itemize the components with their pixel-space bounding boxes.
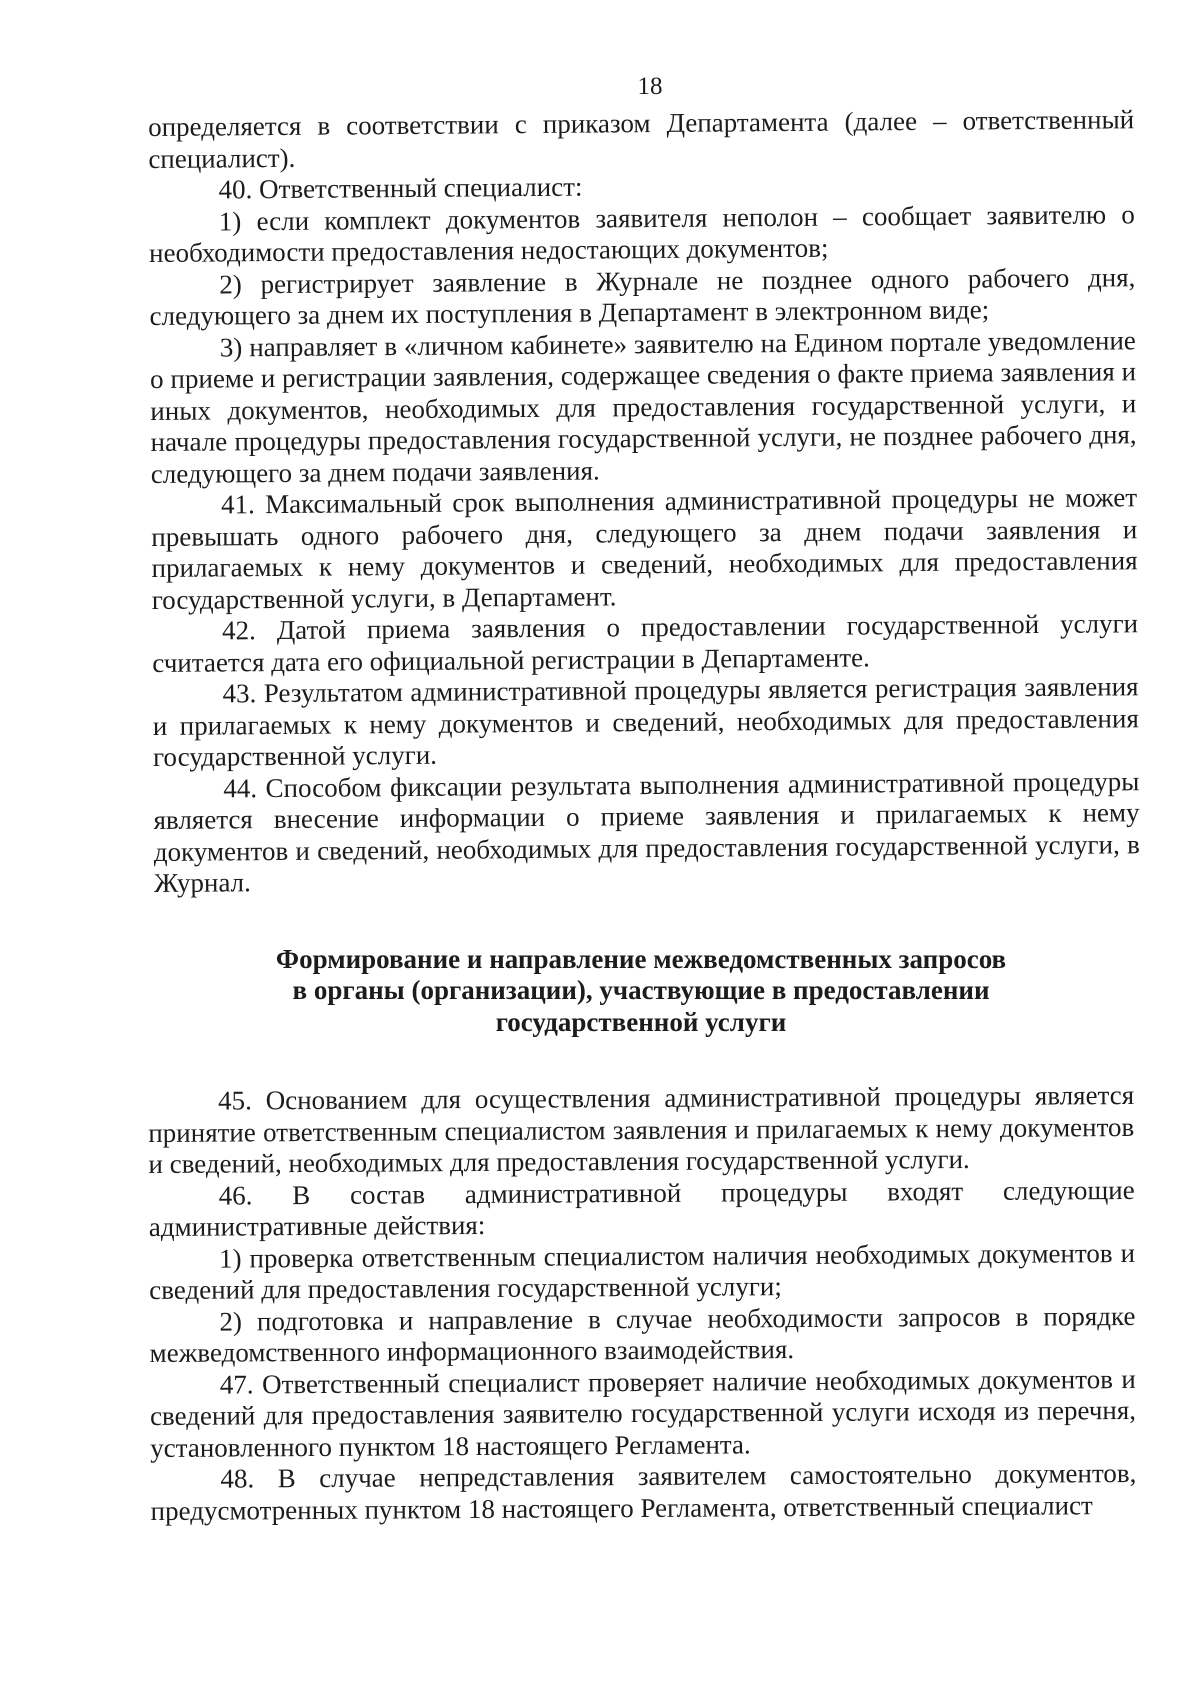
paragraph-42: 42. Датой приема заявления о предоставлении государственной услуги считается дата его официальной регистрации в Департаменте. [152,608,1139,678]
paragraph-46: 46. В состав административной процедуры входят следующие административные действия: [148,1174,1135,1242]
paragraph-40-item-3: 3) направляет в «личном кабинете» заявителю на Едином портале уведомление о приеме и регистрации заявления, содержащее сведения о факте приема заявления и иных документов, необходимых для предоставления государственной услуги, и начале процедуры предоставления государственной услуги, не позднее рабочего дня, следующего за днем подачи заявления. [149,324,1137,489]
paragraph-40-item-2: 2) регистрирует заявление в Журнале не позднее одного рабочего дня, следующего за днем их поступления в Департамент в электронном виде; [149,261,1136,331]
paragraph-44: 44. Способом фиксации результата выполнения административной процедуры является внесение информации о приеме заявления и прилагаемых к нему документов и сведений, необходимых для предоставления государственной услуги, в Журнал. [153,765,1140,898]
paragraph-43: 43. Результатом административной процедуры является регистрация заявления и прилагаемых к нему документов и сведений, необходимых для предоставления государственной услуги. [152,671,1139,772]
heading-line-1: Формирование и направление межведомственных запросов [275,943,1007,974]
heading-line-2: в органы (организации), участвующие в предоставлении [292,975,990,1005]
paragraph-47: 47. Ответственный специалист проверяет наличие необходимых документов и сведений для предоставления заявителю государственной услуги исходя из перечня, установленного пунктом 18 настоящего Регламента. [149,1363,1137,1463]
paragraph-48: 48. В случае непредставления заявителем самостоятельно документов, предусмотренных пунктом 18 настоящего Регламента, ответственный специалист [150,1457,1137,1526]
heading-line-3: государственной услуги [495,1006,787,1037]
document-body [148,104,1140,1527]
paragraph-46-item-2: 2) подготовка и направление в случае необходимости запросов в порядке межведомственного информационного взаимодействия. [149,1300,1136,1368]
section-heading [148,944,1134,1039]
page-number: 18 [637,73,663,100]
section-registration [148,104,1140,899]
paragraph-40: 40. Ответственный специалист: [218,171,583,205]
section-interagency-requests [148,1080,1137,1527]
paragraph-40-item-1: 1) если комплект документов заявителя неполон – сообщает заявителю о необходимости предоставления недостающих документов; [148,198,1135,268]
paragraph-continuation: определяется в соответствии с приказом Департамента (далее – ответственный специалист). [148,104,1135,174]
paragraph-46-item-1: 1) проверка ответственным специалистом наличия необходимых документов и сведений для предоставления государственной услуги; [149,1237,1136,1305]
paragraph-45: 45. Основанием для осуществления административной процедуры является принятие ответственным специалистом заявления и прилагаемых к нему документов и сведений, необходимых для предоставления государственной услуги. [148,1079,1135,1179]
paragraph-41: 41. Максимальный срок выполнения административной процедуры не может превышать одного рабочего дня, следующего за днем подачи заявления и прилагаемых к нему документов и сведений, необходимых для предоставления государственной услуги, в Департамент. [151,482,1138,615]
